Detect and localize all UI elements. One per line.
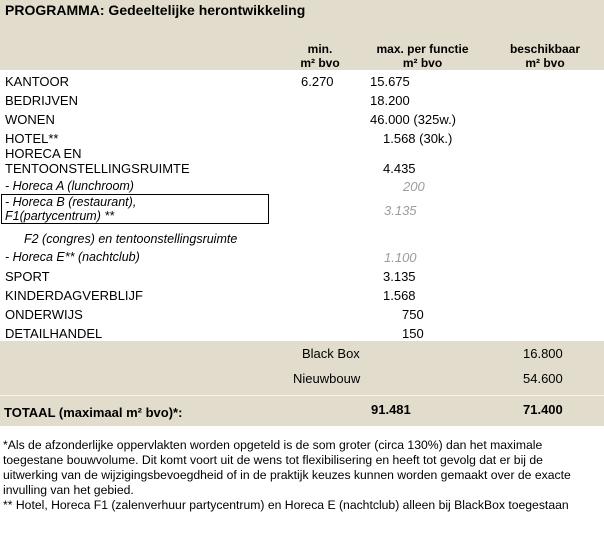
- row-label-horeca-e: - Horeca E** (nachtclub): [5, 250, 140, 264]
- footnote-1: *Als de afzonderlijke oppervlakten worden opgeteld is de som groter (circa 130%) dan het maximale toegestane bouwvolume. Dit komt voort uit de wens tot flexibilisering en heeft tot gevolg dat er bij de uitwerking van de wijzigingsbevoegdheid of in de praktijk keuzes kunnen worden gemaakt over de exacte invulling van het gebied.: [3, 438, 571, 497]
- row-label-horeca-b-line2: F1(partycentrum) **: [5, 209, 115, 223]
- total-max: 91.481: [371, 402, 411, 417]
- row-label-horeca-line1: HORECA EN: [5, 146, 82, 161]
- row-max-kantoor: 15.675: [370, 74, 410, 89]
- row-max-horeca-b: 3.135: [384, 203, 417, 218]
- column-header-max-line1: max. per functie: [376, 42, 469, 56]
- row-label-kinderdagverblijf: KINDERDAGVERBLIJF: [5, 288, 143, 303]
- row-label-horeca-line2: TENTOONSTELLINGSRUIMTE: [5, 161, 190, 176]
- row-label-horeca-b-line1: - Horeca B (restaurant),: [5, 195, 137, 209]
- row-max-hotel: 1.568 (30k.): [383, 131, 453, 146]
- footnote-2: ** Hotel, Horeca F1 (zalenverhuur partycentrum) en Horeca E (nachtclub) alleen bij BlackBox toegestaan: [3, 498, 569, 512]
- row-label-f2: F2 (congres) en tentoonstellingsruimte: [24, 232, 238, 246]
- blackbox-available: 16.800: [523, 346, 563, 361]
- row-max-bedrijven: 18.200: [370, 93, 410, 108]
- row-max-sport: 3.135: [383, 269, 416, 284]
- row-label-kantoor: KANTOOR: [5, 74, 70, 89]
- column-header-available-line1: beschikbaar: [509, 42, 581, 56]
- column-header-min: [290, 42, 350, 70]
- row-label-horeca-a: - Horeca A (lunchroom): [5, 179, 134, 193]
- page-title: PROGRAMMA: Gedeeltelijke herontwikkeling: [5, 2, 306, 18]
- row-max-horeca-e: 1.100: [384, 250, 417, 265]
- row-label-onderwijs: ONDERWIJS: [5, 307, 83, 322]
- row-min-kantoor: 6.270: [301, 74, 334, 89]
- column-header-max-unit: m² bvo: [402, 56, 443, 70]
- row-max-detailhandel: 150: [402, 326, 424, 341]
- column-header-available: [500, 42, 590, 70]
- row-max-horeca: 4.435: [383, 161, 416, 176]
- row-label-detailhandel: DETAILHANDEL: [5, 326, 103, 341]
- row-label-wonen: WONEN: [5, 112, 55, 127]
- row-label-hotel: HOTEL**: [5, 131, 59, 146]
- column-header-available-unit: m² bvo: [525, 56, 565, 70]
- blackbox-label: Black Box: [302, 346, 360, 361]
- row-max-wonen: 46.000 (325w.): [370, 112, 457, 127]
- column-header-min-unit: m² bvo: [300, 56, 340, 70]
- column-header-min-line1: min.: [307, 42, 333, 56]
- total-available: 71.400: [523, 402, 563, 417]
- row-label-sport: SPORT: [5, 269, 50, 284]
- footnotes: [3, 438, 601, 513]
- row-max-horeca-a: 200: [403, 179, 425, 194]
- totals-divider: [0, 395, 604, 396]
- row-max-kinderdagverblijf: 1.568: [383, 288, 416, 303]
- column-header-max: [365, 42, 480, 70]
- nieuwbouw-label: Nieuwbouw: [293, 371, 361, 386]
- total-label: TOTAAL (maximaal m² bvo)*:: [4, 405, 183, 420]
- row-label-bedrijven: BEDRIJVEN: [5, 93, 78, 108]
- nieuwbouw-available: 54.600: [523, 371, 563, 386]
- row-max-onderwijs: 750: [402, 307, 424, 322]
